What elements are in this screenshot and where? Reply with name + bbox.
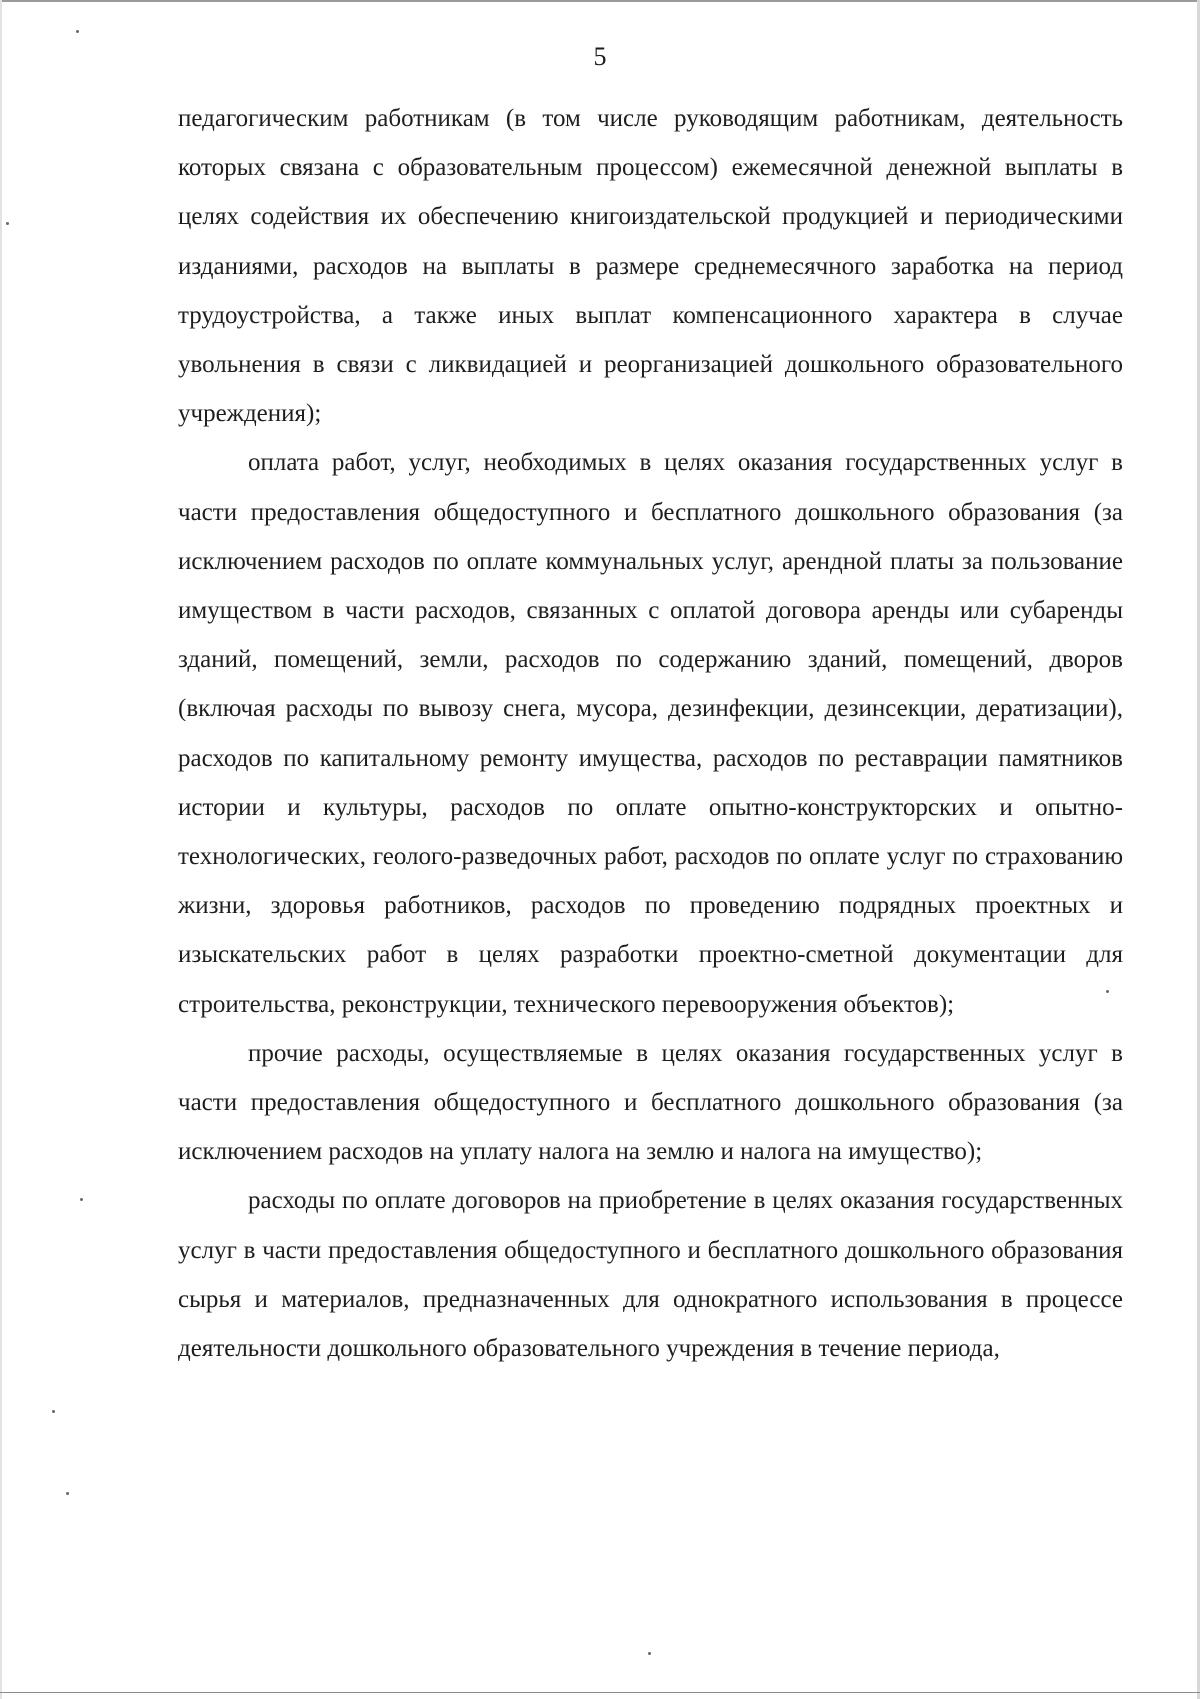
scan-speck: [52, 1410, 55, 1413]
scan-speck: [6, 222, 9, 225]
scan-bottom-edge: [0, 1692, 1200, 1693]
document-body: [178, 94, 1123, 1373]
paragraph-other-expenses: прочие расходы, осуществляемые в целях оказания государственных услуг в части предоставления общедоступного и бесплатного дошкольного образования (за исключением расходов на уплату налога на землю и налога на имущество);: [178, 1039, 1123, 1166]
scan-speck: [66, 1492, 69, 1495]
scan-left-edge: [0, 0, 2, 1699]
scan-speck: [648, 1652, 651, 1655]
page-number: 5: [593, 42, 607, 71]
paragraph-services-payment: оплата работ, услуг, необходимых в целях оказания государственных услуг в части предоставления общедоступного и бесплатного дошкольного образования (за исключением расходов по оплате коммунальных услуг, арендной платы за пользование имуществом в части расходов, связанных с оплатой договора аренды или субаренды зданий, помещений, земли, расходов по содержанию зданий, помещений, дворов (включая расходы по вывозу снега, мусора, дезинфекции, дезинсекции, дератизации), расходов по капитальному ремонту имущества, расходов по реставрации памятников истории и культуры, расходов по оплате опытно-конструкторских и опытно-технологических, геолого-разведочных работ, расходов по оплате услуг по страхованию жизни, здоровья работников, расходов по проведению подрядных проектных и изыскательских работ в целях разработки проектно-сметной документации для строительства, реконструкции, технического перевооружения объектов);: [178, 449, 1123, 1018]
scan-speck: [80, 1198, 83, 1201]
paragraph-materials-contracts: расходы по оплате договоров на приобретение в целях оказания государственных услуг в части предоставления общедоступного и бесплатного дошкольного образования сырья и материалов, предназначенных для однократного использования в процессе деятельности дошкольного образовательного учреждения в течение периода,: [178, 1187, 1123, 1363]
scan-speck: [76, 30, 79, 33]
scan-speck: [1106, 990, 1109, 993]
scan-top-edge: [0, 0, 1200, 2]
paragraph-continuation: педагогическим работникам (в том числе руководящим работникам, деятельность которых связана с образовательным процессом) ежемесячной денежной выплаты в целях содействия их обеспечению книгоиздательской продукцией и периодическими изданиями, расходов на выплаты в размере среднемесячного заработка на период трудоустройства, а также иных выплат компенсационного характера в случае увольнения в связи с ликвидацией и реорганизацией дошкольного образовательного учреждения);: [178, 105, 1123, 428]
